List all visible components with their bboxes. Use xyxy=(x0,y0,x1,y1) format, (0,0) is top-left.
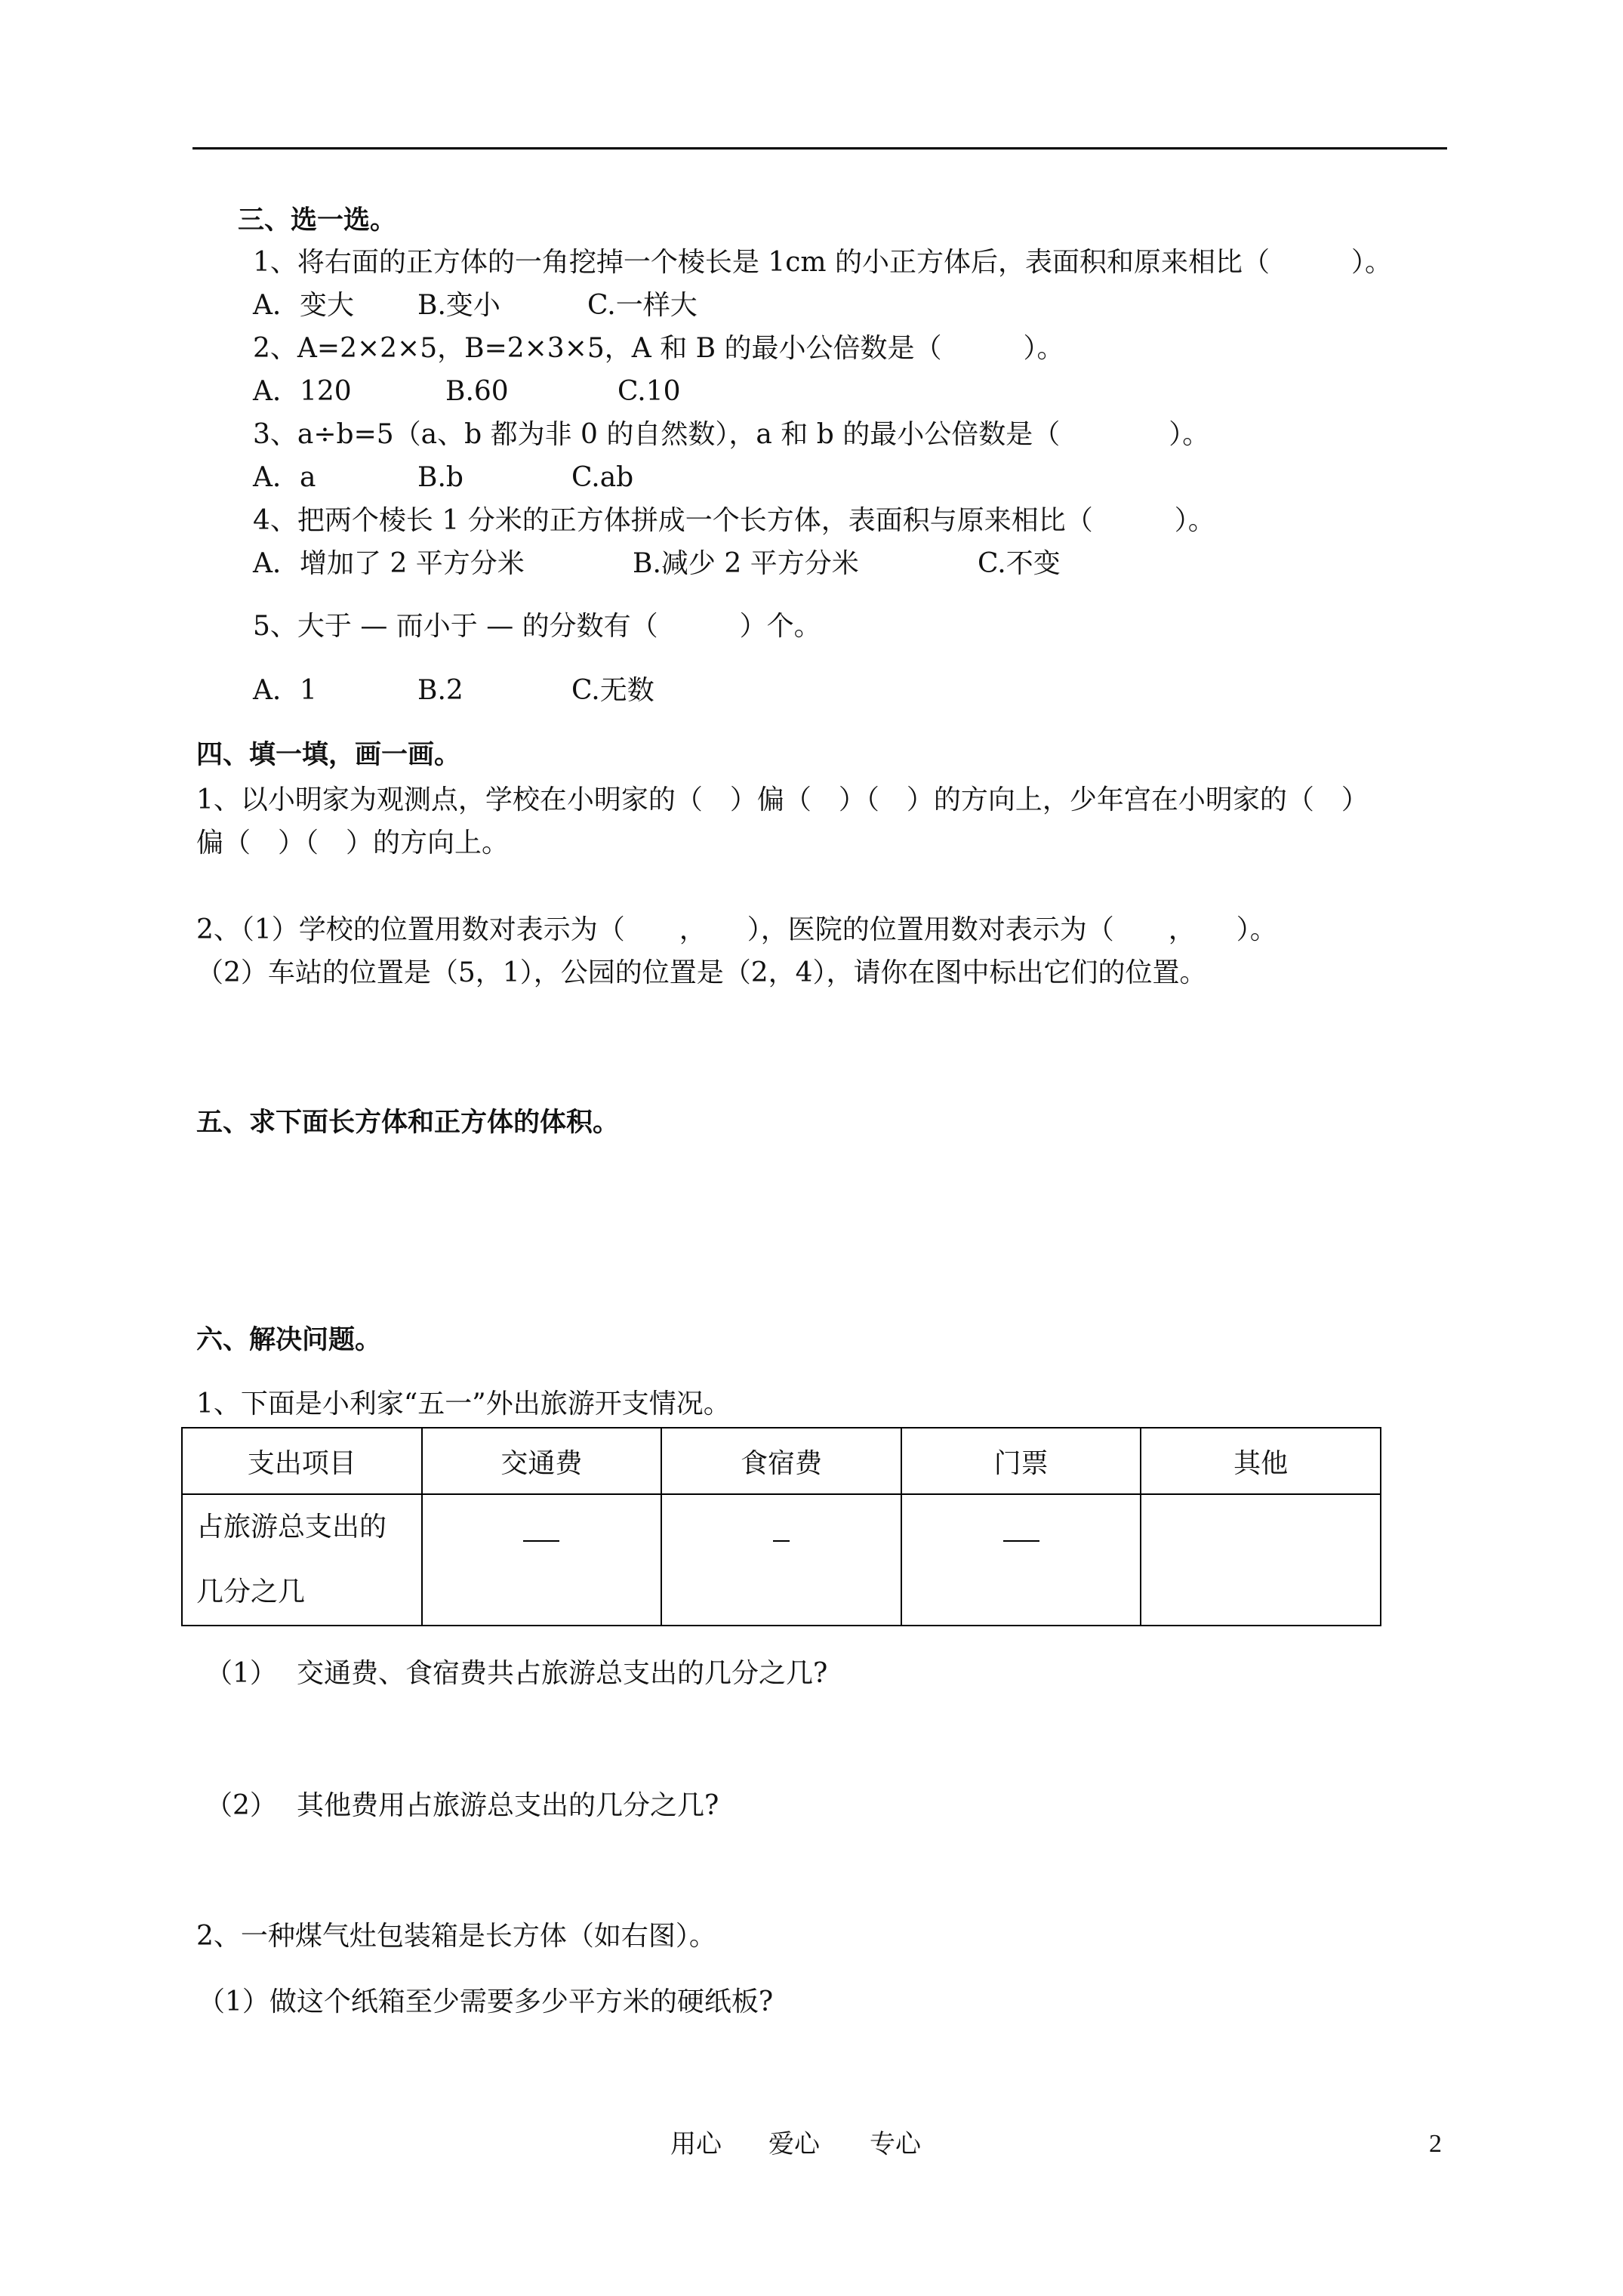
header-rule xyxy=(192,147,1447,149)
q3-4-text: 4、把两个棱长 1 分米的正方体拼成一个长方体，表面积与原来相比（ ）。 xyxy=(253,505,1215,536)
table-header-cell: 食宿费 xyxy=(661,1428,901,1494)
table-row-label xyxy=(182,1494,422,1626)
table-header-cell: 其他 xyxy=(1141,1428,1381,1494)
q6-2-text: 2、一种煤气灶包装箱是长方体（如右图）。 xyxy=(196,1921,716,1952)
q6-1-sub1-number: （1） xyxy=(205,1658,277,1689)
section-3-title: 三、选一选。 xyxy=(238,205,397,236)
q3-1-option-b: B.变小 xyxy=(417,290,500,321)
q3-2-option-a: A．120 xyxy=(253,376,352,407)
page-number: 2 xyxy=(1429,2130,1442,2158)
q3-3-text: 3、a÷b=5（a、b 都为非 0 的自然数），a 和 b 的最小公倍数是（ ）。 xyxy=(253,419,1210,450)
fraction-bar xyxy=(773,1540,790,1542)
q6-1-sub2-number: （2） xyxy=(205,1790,277,1821)
q3-1-option-a: A．变大 xyxy=(253,290,354,321)
q4-2-line2: （2）车站的位置是（5，1），公园的位置是（2，4），请你在图中标出它们的位置。 xyxy=(196,957,1207,988)
q3-5-option-b: B.2 xyxy=(417,675,463,706)
table-header-cell: 门票 xyxy=(901,1428,1141,1494)
q3-4-option-c: C.不变 xyxy=(978,548,1061,579)
table-cell-transport xyxy=(422,1494,662,1626)
fraction-bar xyxy=(523,1540,559,1542)
table-header-cell: 交通费 xyxy=(422,1428,662,1494)
table-row xyxy=(182,1494,1381,1626)
section-6-title: 六、解决问题。 xyxy=(196,1325,382,1355)
q3-3-option-c: C.ab xyxy=(571,462,634,493)
row-label-line2: 几分之几 xyxy=(196,1576,306,1607)
row-label-line1: 占旅游总支出的 xyxy=(196,1512,387,1542)
section-4-title: 四、填一填，画一画。 xyxy=(196,740,461,770)
table-cell-other xyxy=(1141,1494,1381,1626)
q3-2-option-c: C.10 xyxy=(617,376,681,407)
q3-2-option-b: B.60 xyxy=(445,376,509,407)
q4-2-line1: 2、（1）学校的位置用数对表示为（ ， ），医院的位置用数对表示为（ ， ）。 xyxy=(196,914,1277,945)
table-cell-lodging xyxy=(661,1494,901,1626)
q6-1-sub2-text: 其他费用占旅游总支出的几分之几? xyxy=(297,1790,719,1821)
q3-3-option-a: A．a xyxy=(253,462,316,493)
q3-5-option-c: C.无数 xyxy=(571,675,654,706)
q3-3-option-b: B.b xyxy=(417,462,463,493)
q3-1-option-c: C.一样大 xyxy=(587,290,698,321)
section-5-title: 五、求下面长方体和正方体的体积。 xyxy=(196,1108,620,1138)
q3-1-text: 1、将右面的正方体的一角挖掉一个棱长是 1cm 的小正方体后，表面积和原来相比（ ）。 xyxy=(253,247,1392,278)
q6-1-text: 1、下面是小利家“五一”外出旅游开支情况。 xyxy=(196,1388,731,1419)
table-header-cell: 支出项目 xyxy=(182,1428,422,1494)
q4-1-line2: 偏（ ）（ ）的方向上。 xyxy=(196,827,510,858)
q3-4-option-a: A．增加了 2 平方分米 xyxy=(253,548,525,579)
q6-1-sub1-text: 交通费、食宿费共占旅游总支出的几分之几? xyxy=(297,1658,828,1689)
footer-word-2: 爱心 xyxy=(768,2129,820,2159)
table-cell-tickets xyxy=(901,1494,1141,1626)
q4-1-line1: 1、以小明家为观测点，学校在小明家的（ ）偏（ ）（ ）的方向上，少年宫在小明家的（ ） xyxy=(196,784,1369,815)
q3-4-option-b: B.减少 2 平方分米 xyxy=(633,548,859,579)
fraction-bar xyxy=(1003,1540,1039,1542)
footer-word-3: 专心 xyxy=(870,2129,921,2159)
table-header-row xyxy=(182,1428,1381,1494)
q3-5-text: 5、大于 — 而小于 — 的分数有（ ）个。 xyxy=(253,611,821,642)
q3-2-text: 2、A=2×2×5，B=2×3×5，A 和 B 的最小公倍数是（ ）。 xyxy=(253,333,1064,364)
q3-5-option-a: A．1 xyxy=(253,675,317,706)
footer-word-1: 用心 xyxy=(670,2129,722,2159)
expense-table xyxy=(181,1427,1381,1626)
q6-2-sub1-text: （1）做这个纸箱至少需要多少平方米的硬纸板? xyxy=(198,1986,774,2017)
